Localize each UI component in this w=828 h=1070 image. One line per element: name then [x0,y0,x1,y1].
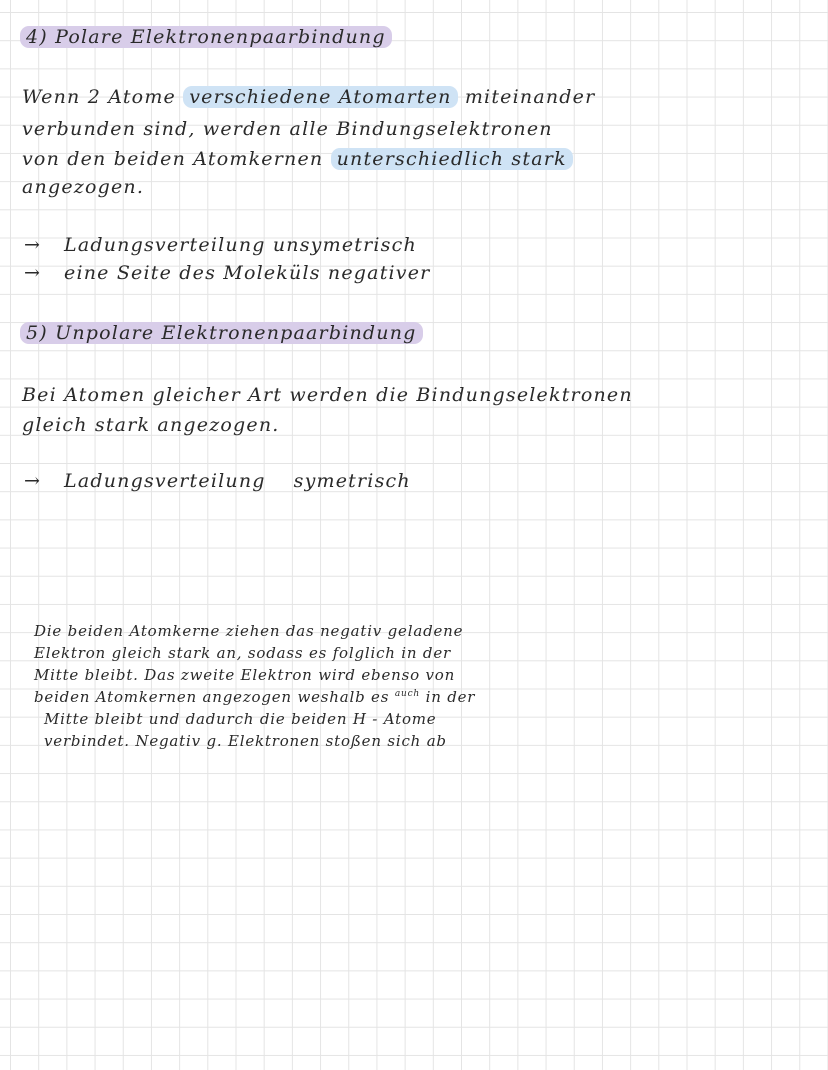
highlight-unterschiedlich-stark: unterschiedlich stark [331,148,573,170]
section-4-bullet-1: → Ladungsverteilung unsymetrisch [24,234,417,256]
note-line-4: beiden Atomkernen angezogen weshalb es $^{auch}$ in der [34,688,476,706]
section-5-heading: 5) Unpolare Elektronenpaarbindung [20,322,423,344]
section-4-paragraph-line-3: von den beiden Atomkernen unterschiedlich stark [22,148,573,170]
section-4-paragraph-line-1: Wenn 2 Atome verschiedene Atomarten miteinander [22,86,596,108]
note-line-2: Elektron gleich stark an, sodass es folglich in der [34,644,451,662]
note-line-3: Mitte bleibt. Das zweite Elektron wird ebenso von [34,666,456,684]
note-insertion: auch [394,689,421,699]
note-line-1: Die beiden Atomkerne ziehen das negativ geladene [34,622,464,640]
arrow-icon: → [24,470,42,492]
section-4-paragraph-line-4: angezogen. [22,176,145,198]
note-line-5: Mitte bleibt und dadurch die beiden H - Atome [44,710,437,728]
arrow-icon: → [24,234,42,256]
section-4-paragraph-line-2: verbunden sind, werden alle Bindungselektronen [22,118,553,140]
section-5-bullet-1: → Ladungsverteilung symetrisch [24,470,411,492]
section-5-paragraph-line-1: Bei Atomen gleicher Art werden die Bindungselektronen [22,384,633,406]
section-4-bullet-2: → eine Seite des Moleküls negativer [24,262,431,284]
section-5-paragraph-line-2: gleich stark angezogen. [22,414,280,436]
note-line-6: verbindet. Negativ g. Elektronen stoßen sich ab [44,732,447,750]
arrow-icon: → [24,262,42,284]
highlight-verschiedene-atomarten: verschiedene Atomarten [183,86,457,108]
section-4-heading: 4) Polare Elektronenpaarbindung [20,26,392,48]
